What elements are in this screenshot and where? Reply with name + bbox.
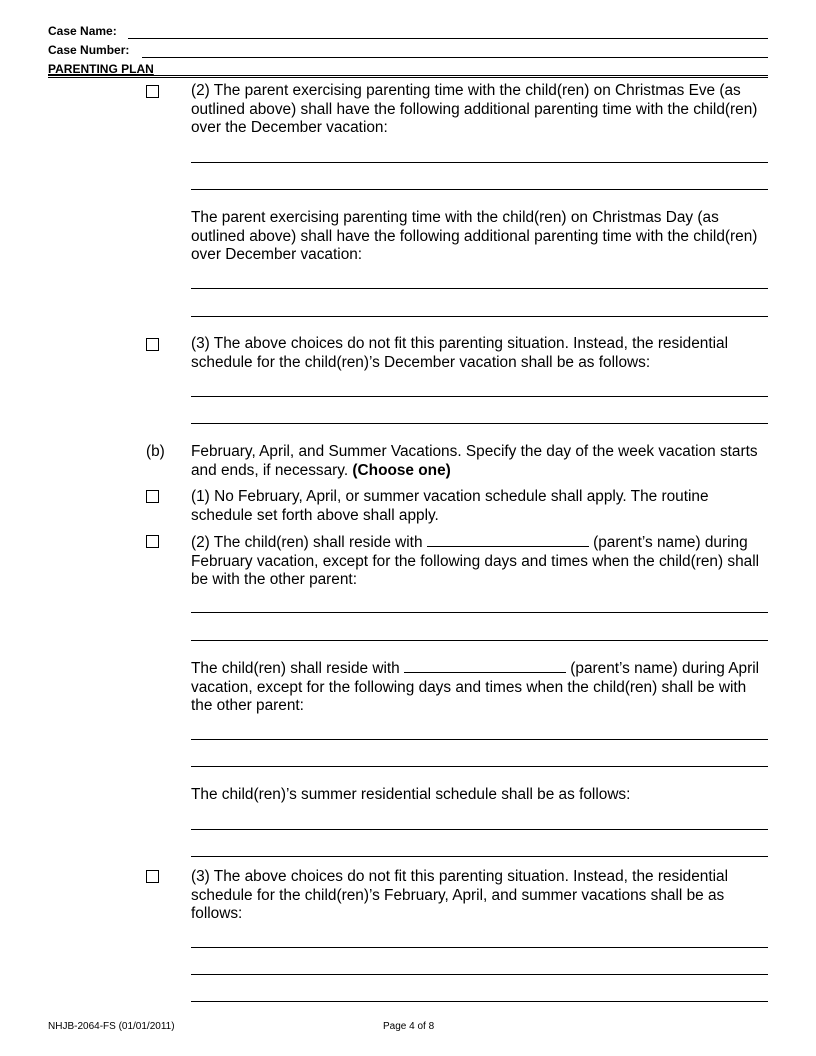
- vacation-option-2-checkbox[interactable]: [146, 535, 159, 548]
- christmas-day-line-1[interactable]: [191, 288, 768, 289]
- case-name-field[interactable]: [128, 38, 768, 39]
- vacation-schedule-line-1[interactable]: [191, 947, 768, 948]
- february-reside-pre: (2) The child(ren) shall reside with: [191, 534, 423, 551]
- case-name-label: Case Name:: [48, 24, 117, 38]
- section-b-marker: (b): [146, 443, 165, 460]
- page-number: Page 4 of 8: [383, 1021, 435, 1032]
- christmas-option-2-checkbox[interactable]: [146, 85, 159, 98]
- christmas-option-2-text: (2) The parent exercising parenting time with the child(ren) on Christmas Eve (as outlined above) shall have the following additional parenting time with the child(ren) over the December vacation:: [191, 82, 758, 136]
- february-reside-post: (parent’s name) during February vacation, except for the following days and times when the child(ren) shall be with the other parent:: [191, 534, 760, 588]
- plan-title: PARENTING PLAN: [48, 62, 154, 76]
- february-parent-name-field[interactable]: [427, 533, 589, 547]
- vacation-option-3-text: (3) The above choices do not fit this parenting situation. Instead, the residential schedule for the child(ren)’s February, April, and summer vacations shall be as follows:: [191, 868, 729, 922]
- april-reside-pre: The child(ren) shall reside with: [191, 660, 400, 677]
- christmas-option-3-checkbox[interactable]: [146, 338, 159, 351]
- header-rule: [48, 75, 768, 76]
- case-number-label: Case Number:: [48, 43, 130, 57]
- april-text: [191, 659, 771, 716]
- april-line-1[interactable]: [191, 739, 768, 740]
- summer-line-2[interactable]: [191, 856, 768, 857]
- vacation-option-1-checkbox[interactable]: [146, 490, 159, 503]
- december-schedule-line-2[interactable]: [191, 423, 768, 424]
- february-line-1[interactable]: [191, 612, 768, 613]
- vacation-option-3-checkbox[interactable]: [146, 870, 159, 883]
- vacation-option-1-text: (1) No February, April, or summer vacation schedule shall apply. The routine schedule set forth above shall apply.: [191, 488, 709, 524]
- section-b-intro: [191, 443, 771, 480]
- april-reside-post: (parent’s name) during April vacation, except for the following days and times when the child(ren) shall be with the other parent:: [191, 660, 760, 714]
- form-id: NHJB-2064-FS (01/01/2011): [48, 1021, 175, 1032]
- february-line-2[interactable]: [191, 640, 768, 641]
- summer-text: The child(ren)’s summer residential schedule shall be as follows:: [191, 786, 631, 803]
- christmas-option-3-text: (3) The above choices do not fit this parenting situation. Instead, the residential schedule for the child(ren)’s December vacation shall be as follows:: [191, 335, 729, 371]
- summer-line-1[interactable]: [191, 829, 768, 830]
- vacation-schedule-line-2[interactable]: [191, 974, 768, 975]
- section-b-intro-text: February, April, and Summer Vacations. Specify the day of the week vacation starts and ends, if necessary.: [191, 443, 758, 479]
- christmas-day-line-2[interactable]: [191, 316, 768, 317]
- case-number-field[interactable]: [142, 57, 768, 58]
- december-schedule-line-1[interactable]: [191, 396, 768, 397]
- vacation-schedule-line-3[interactable]: [191, 1001, 768, 1002]
- header-rule-2: [48, 77, 768, 78]
- christmas-eve-line-1[interactable]: [191, 162, 768, 163]
- christmas-day-text: The parent exercising parenting time with the child(ren) on Christmas Day (as outlined above) shall have the following additional parenting time with the child(ren) over December vacation:: [191, 209, 758, 263]
- choose-one-label: (Choose one): [352, 461, 451, 479]
- april-parent-name-field[interactable]: [404, 659, 566, 673]
- christmas-eve-line-2[interactable]: [191, 189, 768, 190]
- april-line-2[interactable]: [191, 766, 768, 767]
- vacation-option-2-text: [191, 533, 771, 590]
